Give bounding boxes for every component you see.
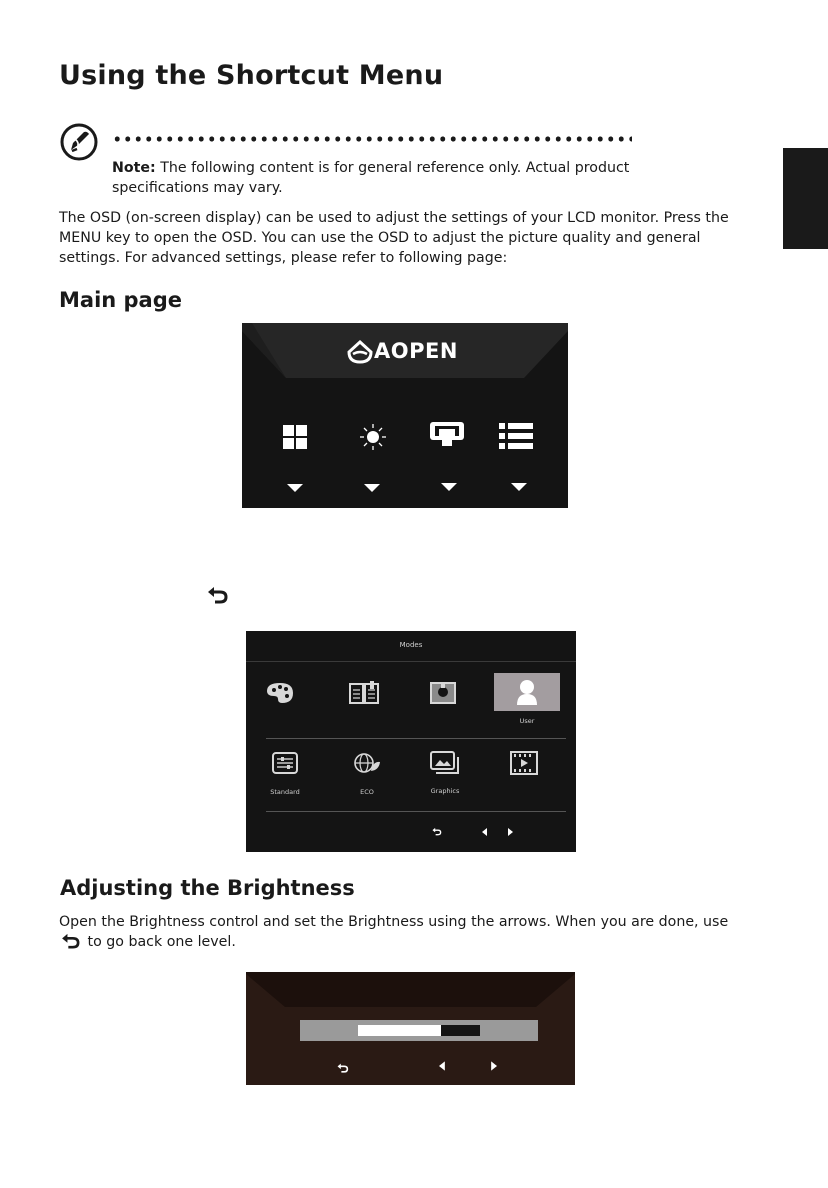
aopen-logo-icon xyxy=(347,340,373,364)
graphics-image-icon[interactable] xyxy=(430,751,460,775)
brightness-heading: Adjusting the Brightness xyxy=(60,876,355,900)
brightness-header-shape xyxy=(246,972,575,1012)
brightness-slider-bar xyxy=(358,1025,480,1036)
brightness-osd-panel xyxy=(246,972,575,1085)
brand-name: AOPEN xyxy=(374,339,458,363)
brightness-slider-track[interactable] xyxy=(300,1020,538,1041)
eco-mode-label: ECO xyxy=(360,788,374,796)
brightness-slider-fill xyxy=(358,1025,441,1036)
menu-down-arrow-icon[interactable] xyxy=(511,483,527,491)
modes-row-divider xyxy=(266,738,566,739)
page-title: Using the Shortcut Menu xyxy=(59,60,444,91)
reading-book-icon[interactable] xyxy=(349,681,379,705)
eco-globe-icon[interactable] xyxy=(353,751,381,775)
palette-icon[interactable] xyxy=(266,682,294,704)
modes-left-arrow-icon[interactable] xyxy=(482,828,488,836)
brightness-paragraph xyxy=(59,912,739,952)
note-divider xyxy=(112,136,632,142)
menu-list-icon[interactable] xyxy=(499,423,533,449)
note-text: The following content is for general reference only. Actual product specifications may vary. xyxy=(112,160,630,196)
brightness-text-after: to go back one level. xyxy=(87,934,236,950)
modes-osd-panel xyxy=(246,631,576,852)
brightness-right-arrow-icon[interactable] xyxy=(490,1061,497,1071)
modes-down-arrow-icon[interactable] xyxy=(287,484,303,492)
user-mode-label: User xyxy=(519,717,535,725)
graphics-mode-label: Graphics xyxy=(430,787,460,795)
brightness-sun-icon[interactable] xyxy=(359,423,387,451)
input-down-arrow-icon[interactable] xyxy=(441,483,457,491)
standard-mode-label: Standard xyxy=(270,788,300,796)
user-icon xyxy=(516,679,538,705)
modes-title-divider xyxy=(246,661,576,662)
brightness-return-icon[interactable] xyxy=(337,1063,349,1073)
inline-return-icon xyxy=(61,933,81,949)
note-label: Note: xyxy=(112,160,156,176)
return-icon xyxy=(207,586,229,604)
darkroom-icon[interactable] xyxy=(429,681,457,705)
user-mode-tile[interactable] xyxy=(494,673,560,711)
modes-panel-title: Modes xyxy=(399,641,423,649)
note-pencil-icon xyxy=(60,123,98,161)
intro-paragraph: The OSD (on-screen display) can be used to adjust the settings of your LCD monitor. Press the MENU key to open the OSD. You can use the OSD to adjust the picture quality and general settings. For advanced settings, please refer to following page: xyxy=(59,210,729,266)
brightness-left-arrow-icon[interactable] xyxy=(439,1061,446,1071)
modes-grid-icon[interactable] xyxy=(283,425,307,449)
brightness-down-arrow-icon[interactable] xyxy=(364,484,380,492)
note-block xyxy=(112,158,632,198)
movie-film-icon[interactable] xyxy=(510,751,538,775)
brightness-text-before: Open the Brightness control and set the Brightness using the arrows. When you are done, use xyxy=(59,914,729,930)
modes-footer-divider xyxy=(266,811,566,812)
main-page-heading: Main page xyxy=(59,288,183,312)
standard-mode-icon[interactable] xyxy=(272,752,298,774)
side-tab xyxy=(783,148,828,249)
main-osd-panel xyxy=(242,323,568,508)
input-monitor-icon[interactable] xyxy=(429,421,465,451)
modes-return-icon[interactable] xyxy=(432,827,442,836)
modes-right-arrow-icon[interactable] xyxy=(507,828,513,836)
